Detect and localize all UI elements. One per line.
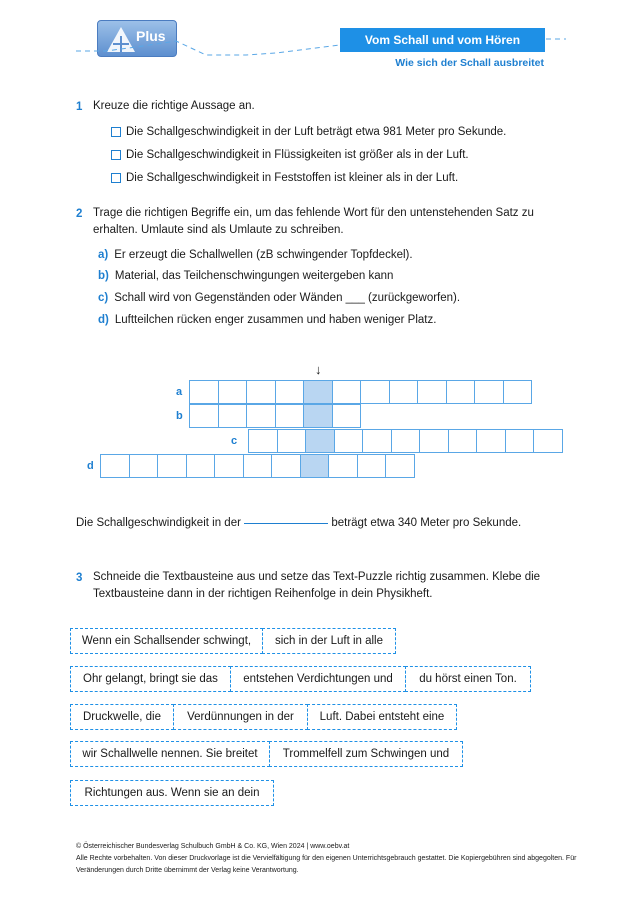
crossword-cell[interactable] — [243, 454, 273, 478]
option-label: Die Schallgeschwindigkeit in Feststoffen ist kleiner als in der Luft. — [126, 172, 459, 184]
task2-number: 2 — [76, 208, 83, 220]
crossword-cell[interactable] — [533, 429, 563, 453]
row-label-b: b — [176, 410, 183, 422]
text-piece[interactable]: entstehen Verdichtungen und — [230, 666, 406, 692]
clue-text: Schall wird von Gegenständen oder Wänden ___ (zurückgeworfen). — [114, 292, 461, 304]
crossword-cell[interactable] — [100, 454, 130, 478]
subtopic-title: Wie sich der Schall ausbreitet — [395, 57, 544, 69]
text-piece[interactable]: Ohr gelangt, bringt sie das — [70, 666, 231, 692]
crossword-cell-solution[interactable] — [303, 380, 333, 404]
solution-column-arrow-icon: ↓ — [315, 362, 322, 377]
copyright-footer — [76, 841, 596, 877]
task1-prompt: Kreuze die richtige Aussage an. — [93, 100, 255, 112]
footer-line: © Österreichischer Bundesverlag Schulbuch GmbH & Co. KG, Wien 2024 | www.oebv.at — [76, 843, 350, 850]
crossword-cell[interactable] — [248, 429, 278, 453]
sentence-after: beträgt etwa 340 Meter pro Sekunde. — [331, 517, 522, 529]
crossword-cell[interactable] — [275, 380, 305, 404]
clue-a — [98, 249, 413, 261]
crossword-cell[interactable] — [186, 454, 216, 478]
text-piece[interactable]: Luft. Dabei entsteht eine — [307, 704, 457, 730]
checkbox-icon[interactable] — [111, 150, 121, 160]
task1-number: 1 — [76, 101, 83, 113]
clue-d — [98, 314, 436, 326]
crossword-row-a — [189, 380, 531, 404]
solution-sentence — [76, 517, 521, 529]
row-label-a: a — [176, 386, 183, 398]
topic-banner: Vom Schall und vom Hören — [340, 28, 545, 52]
text-piece[interactable]: wir Schallwelle nennen. Sie breitet — [70, 741, 270, 767]
clue-letter: c) — [98, 292, 109, 304]
crossword-cell[interactable] — [271, 454, 301, 478]
option-label: Die Schallgeschwindigkeit in der Luft beträgt etwa 981 Meter pro Sekunde. — [126, 126, 507, 138]
clue-letter: a) — [98, 249, 109, 261]
crossword-cell[interactable] — [362, 429, 392, 453]
task1-option-2[interactable] — [111, 149, 469, 161]
crossword-cell[interactable] — [275, 404, 305, 428]
logo-text: Plus — [136, 28, 166, 44]
crossword-cell[interactable] — [189, 380, 219, 404]
text-piece[interactable]: du hörst einen Ton. — [405, 666, 531, 692]
clue-c — [98, 292, 460, 304]
text-piece[interactable]: Trommelfell zum Schwingen und — [269, 741, 463, 767]
task3-number: 3 — [76, 572, 83, 584]
clue-text: Er erzeugt die Schallwellen (zB schwingender Topfdeckel). — [114, 249, 413, 261]
task2-prompt-line1: Trage die richtigen Begriffe ein, um das fehlende Wort für den untenstehenden Satz zu — [93, 207, 534, 219]
crossword-cell[interactable] — [357, 454, 387, 478]
crossword-cell-solution[interactable] — [303, 404, 333, 428]
text-piece[interactable]: sich in der Luft in alle — [262, 628, 396, 654]
footer-line: Alle Rechte vorbehalten. Von dieser Druckvorlage ist die Vervielfältigung für den eigenen Unterrichtsgebrauch gestattet. Die Kopiergebühren sind abgegolten. Für — [76, 855, 577, 862]
task1-option-3[interactable] — [111, 172, 458, 184]
crossword-cell-solution[interactable] — [305, 429, 335, 453]
crossword-cell[interactable] — [360, 380, 390, 404]
crossword-cell[interactable] — [129, 454, 159, 478]
crossword-cell[interactable] — [332, 404, 362, 428]
clue-text: Material, das Teilchenschwingungen weitergeben kann — [114, 270, 394, 282]
text-piece[interactable]: Wenn ein Schallsender schwingt, — [70, 628, 263, 654]
text-piece[interactable]: Druckwelle, die — [70, 704, 174, 730]
crossword-cell[interactable] — [189, 404, 219, 428]
crossword-cell[interactable] — [448, 429, 478, 453]
solution-blank[interactable] — [244, 523, 328, 524]
crossword-cell[interactable] — [389, 380, 419, 404]
crossword-cell[interactable] — [419, 429, 449, 453]
crossword-cell[interactable] — [332, 380, 362, 404]
clue-text: Luftteilchen rücken enger zusammen und haben weniger Platz. — [114, 314, 437, 326]
crossword-cell[interactable] — [157, 454, 187, 478]
crossword-cell[interactable] — [417, 380, 447, 404]
clue-letter: d) — [98, 314, 109, 326]
checkbox-icon[interactable] — [111, 173, 121, 183]
crossword-cell[interactable] — [391, 429, 421, 453]
crossword-row-b — [189, 404, 360, 428]
row-label-d: d — [87, 460, 94, 472]
crossword-row-c — [248, 429, 562, 453]
crossword-cell[interactable] — [246, 404, 276, 428]
crossword-cell[interactable] — [505, 429, 535, 453]
text-piece[interactable]: Verdünnungen in der — [173, 704, 308, 730]
crossword-cell[interactable] — [476, 429, 506, 453]
crossword-cell[interactable] — [277, 429, 307, 453]
clue-letter: b) — [98, 270, 109, 282]
crossword-cell[interactable] — [334, 429, 364, 453]
text-piece[interactable]: Richtungen aus. Wenn sie an dein — [70, 780, 274, 806]
crossword-cell[interactable] — [328, 454, 358, 478]
footer-line: Veränderungen durch Dritte übernimmt der Verlag keine Verantwortung. — [76, 867, 299, 874]
option-label: Die Schallgeschwindigkeit in Flüssigkeiten ist größer als in der Luft. — [126, 149, 469, 161]
crossword-row-d — [100, 454, 414, 478]
crossword-cell[interactable] — [218, 404, 248, 428]
task2-prompt-line2: erhalten. Umlaute sind als Umlaute zu schreiben. — [93, 224, 344, 236]
task3-prompt-line1: Schneide die Textbausteine aus und setze das Text-Puzzle richtig zusammen. Klebe die — [93, 571, 541, 583]
crossword-cell[interactable] — [218, 380, 248, 404]
crossword-cell-solution[interactable] — [300, 454, 330, 478]
row-label-c: c — [231, 435, 238, 447]
crossword-cell[interactable] — [503, 380, 533, 404]
task1-option-1[interactable] — [111, 126, 506, 138]
sentence-before: Die Schallgeschwindigkeit in der — [76, 517, 241, 529]
clue-b — [98, 270, 393, 282]
crossword-cell[interactable] — [446, 380, 476, 404]
crossword-cell[interactable] — [385, 454, 415, 478]
crossword-cell[interactable] — [474, 380, 504, 404]
checkbox-icon[interactable] — [111, 127, 121, 137]
crossword-cell[interactable] — [246, 380, 276, 404]
task3-prompt-line2: Textbausteine dann in der richtigen Reihenfolge in dein Physikheft. — [93, 588, 433, 600]
crossword-cell[interactable] — [214, 454, 244, 478]
